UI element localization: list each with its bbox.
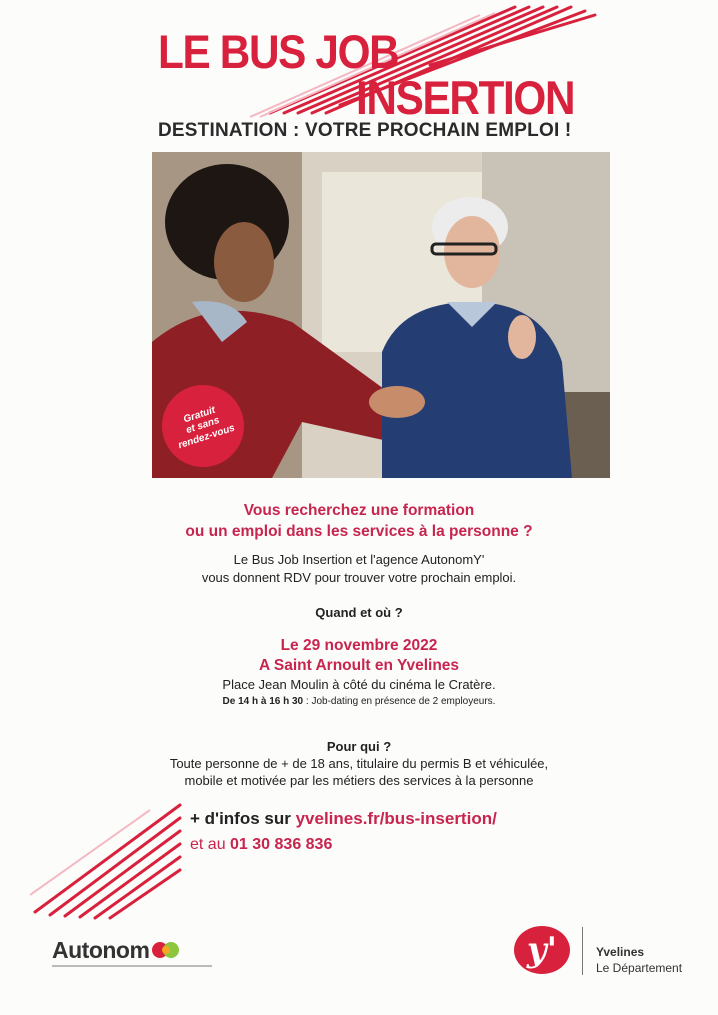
who-line-2: mobile et motivée par les métiers des services à la personne [184, 773, 534, 788]
event-place: Place Jean Moulin à côté du cinéma le Cratère. [222, 677, 496, 692]
who-text [0, 755, 718, 789]
autonom-logo-mark-icon [151, 939, 181, 961]
event-hours-detail: : Job-dating en présence de 2 employeurs. [303, 696, 496, 707]
event-city: A Saint Arnoult en Yvelines [258, 657, 460, 674]
intro-line-2: vous donnent RDV pour trouver votre prochain emploi. [201, 570, 517, 585]
yvelines-name: Yvelines [596, 945, 645, 959]
logo-divider [582, 927, 583, 975]
footer-stripes-graphic [30, 800, 190, 920]
more-info-line [190, 809, 497, 829]
headline-question [0, 500, 718, 542]
yvelines-logo-mark: y' [514, 926, 570, 974]
who-heading: Pour qui ? [326, 739, 392, 754]
phone-number[interactable]: 01 30 836 836 [230, 836, 333, 853]
poster-title-line1: LE BUS JOB [158, 25, 399, 78]
more-info-link[interactable]: yvelines.fr/bus-insertion/ [295, 809, 497, 828]
when-where-heading: Quand et où ? [315, 605, 403, 620]
autonom-logo [52, 937, 181, 964]
phone-prefix: et au [190, 836, 231, 853]
event-date: Le 29 novembre 2022 [280, 637, 438, 654]
who-line-1: Toute personne de + de 18 ans, titulaire du permis B et véhiculée, [169, 756, 549, 771]
question-line-2: ou un emploi dans les services à la personne ? [185, 523, 533, 540]
autonom-tagline-graphic [52, 964, 212, 970]
free-no-appointment-badge: Gratuit et sans rendez-vous [151, 374, 254, 477]
poster-title-line2: INSERTION [356, 71, 575, 124]
yvelines-department: Le Département [596, 961, 683, 975]
phone-line [190, 836, 332, 854]
more-info-prefix: + d'infos sur [190, 809, 296, 828]
poster-subtitle: DESTINATION : VOTRE PROCHAIN EMPLOI ! [158, 120, 572, 141]
event-hours [0, 696, 718, 707]
intro-line-1: Le Bus Job Insertion et l'agence AutonomY' [233, 552, 485, 567]
event-date-location [0, 636, 718, 676]
event-hours-time: De 14 h à 16 h 30 [222, 696, 304, 707]
intro-text [0, 551, 718, 587]
autonom-logo-text: Autonom [52, 937, 150, 963]
question-line-1: Vous recherchez une formation [243, 502, 475, 519]
